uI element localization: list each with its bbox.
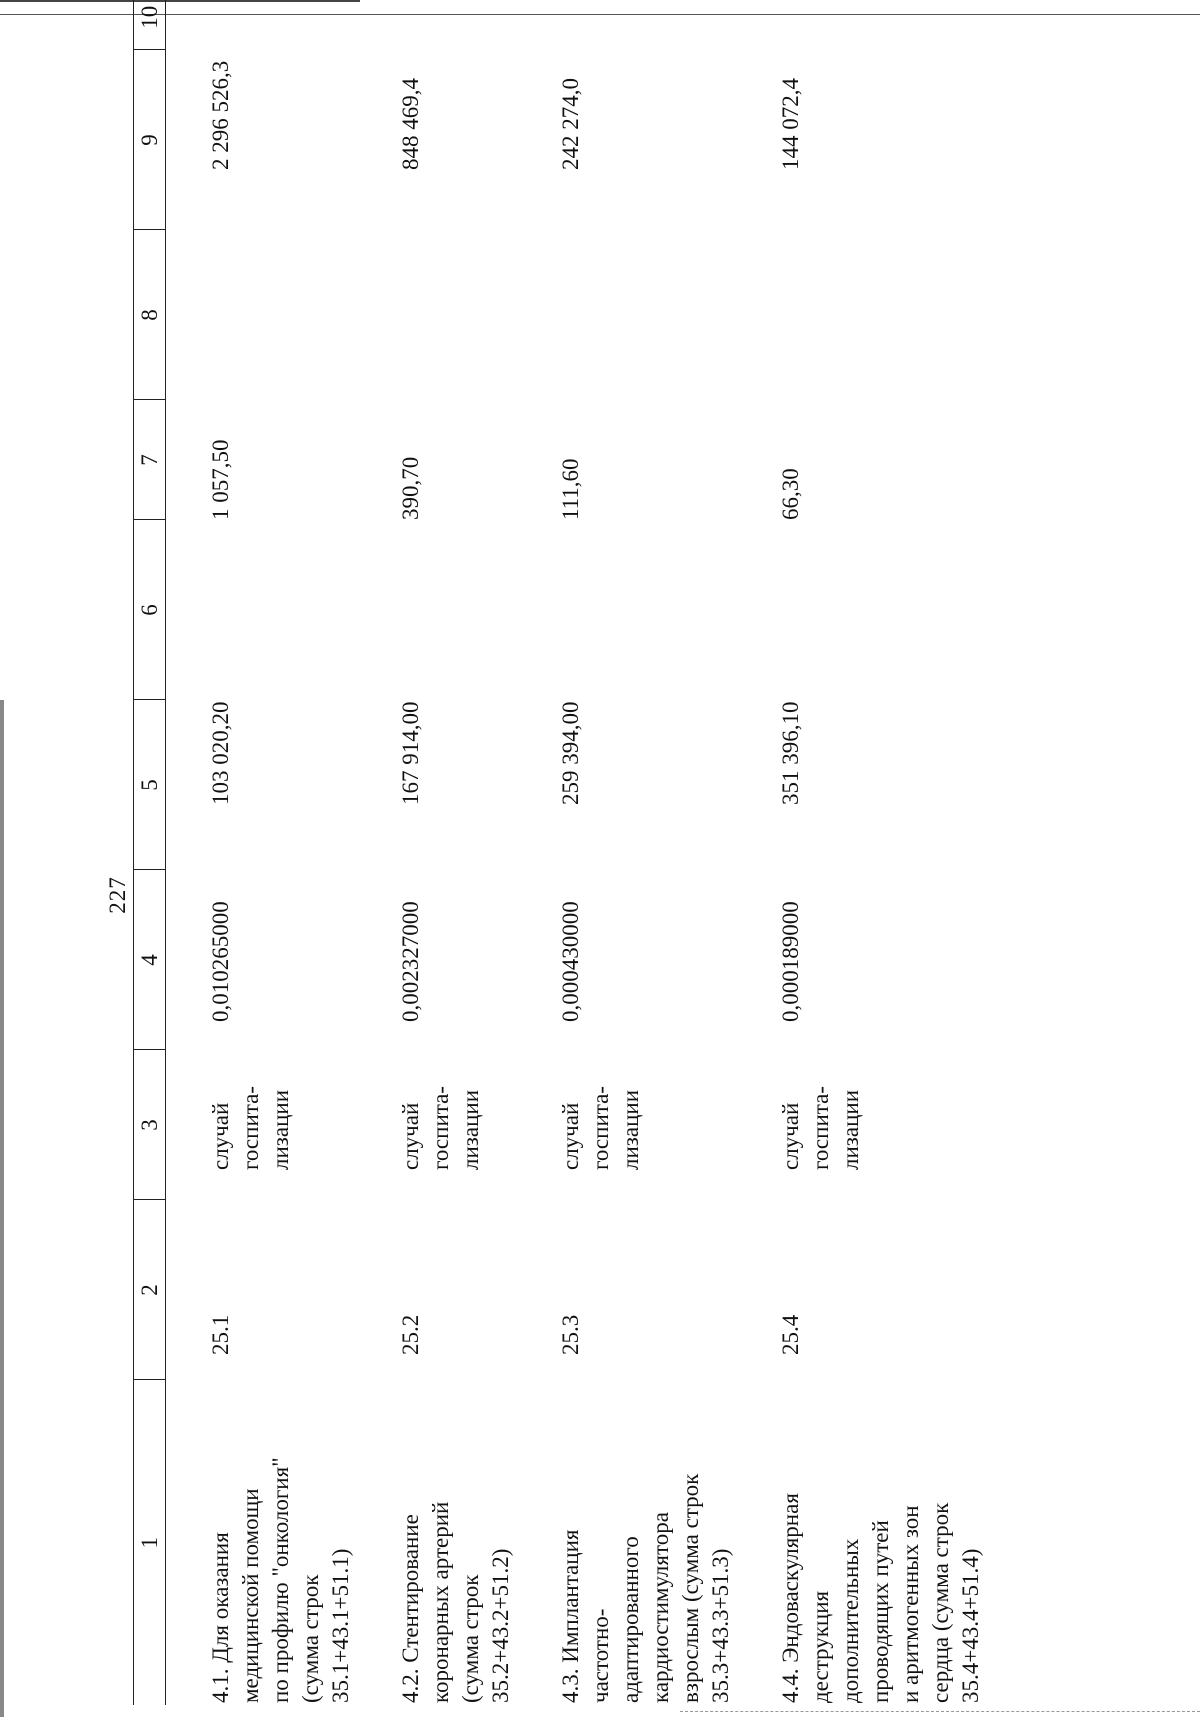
col5-cell: 167 914,00 <box>398 701 423 805</box>
col10-cell <box>362 0 522 50</box>
row-name-line: 4.1. Для оказания <box>208 1532 233 1703</box>
col-header: 10 <box>134 0 166 50</box>
row-name-line: деструкция <box>808 1590 833 1703</box>
col7-cell: 390,70 <box>398 456 423 520</box>
row-name-line: 4.4. Эндоваскулярная <box>778 1493 803 1703</box>
row-code-cell: 25.4 <box>778 1314 803 1355</box>
scan-edge-left <box>0 700 4 1717</box>
row-name-cell <box>742 1380 992 1705</box>
row-name-line: адаптированного <box>618 1536 643 1703</box>
col-header: 4 <box>134 870 166 1050</box>
row-name-line: проводящих путей <box>868 1520 893 1703</box>
row-name-line: 35.1+43.1+51.1) <box>328 1548 353 1703</box>
col6-cell <box>166 520 363 700</box>
row-name-line: 35.4+43.4+51.4) <box>958 1548 983 1703</box>
row-unit-line: случай <box>398 1102 423 1170</box>
col-header: 6 <box>134 520 166 700</box>
col7-cell: 66,30 <box>778 468 803 520</box>
col9-cell: 144 072,4 <box>778 78 803 170</box>
row-name-line: 35.3+43.3+51.3) <box>708 1548 733 1703</box>
row-name-line: частотно- <box>588 1608 613 1703</box>
row-name-line: дополнительных <box>838 1538 863 1703</box>
col10-cell <box>742 0 992 50</box>
row-unit-line: случай <box>778 1102 803 1170</box>
row-name-line: (сумма строк <box>298 1574 323 1703</box>
col6-cell <box>742 520 992 700</box>
row-name-line: медицинской помощи <box>238 1488 263 1703</box>
col4-cell: 0,010265000 <box>208 901 233 1022</box>
row-unit-cell <box>166 1050 363 1200</box>
row-name-line: коронарных артерий <box>428 1501 453 1703</box>
col7-cell: 1 057,50 <box>208 439 233 520</box>
row-name-line: взрослым (сумма строк <box>678 1473 703 1703</box>
row-unit-line: лизации <box>268 1089 293 1170</box>
row-unit-cell <box>522 1050 742 1200</box>
table-row <box>362 0 522 1705</box>
row-unit-line: случай <box>558 1102 583 1170</box>
col5-cell: 259 394,00 <box>558 701 583 805</box>
table-row <box>166 0 363 1705</box>
row-unit-line: случай <box>208 1102 233 1170</box>
row-name-cell <box>362 1380 522 1705</box>
row-name-line: кардиостимулятора <box>648 1512 673 1703</box>
col4-cell: 0,000189000 <box>778 901 803 1022</box>
col9-cell: 2 296 526,3 <box>208 60 233 170</box>
col7-cell: 111,60 <box>558 458 583 520</box>
row-code-cell: 25.2 <box>398 1314 423 1355</box>
row-code-cell: 25.3 <box>558 1314 583 1355</box>
col-header: 1 <box>134 1380 166 1705</box>
row-name-line: 4.2. Стентирование <box>398 1514 423 1703</box>
row-unit-cell <box>362 1050 522 1200</box>
col8-cell <box>742 230 992 400</box>
page-number: 227 <box>105 876 130 914</box>
row-name-line: 4.3. Имплантация <box>558 1529 583 1703</box>
row-code-cell: 25.1 <box>208 1314 233 1355</box>
row-unit-line: госпита- <box>428 1086 453 1170</box>
row-name-line: и аритмогенных зон <box>898 1505 923 1703</box>
header-row <box>134 0 166 1705</box>
col-header: 8 <box>134 230 166 400</box>
col-header: 7 <box>134 400 166 520</box>
col-header: 2 <box>134 1200 166 1380</box>
col4-cell: 0,002327000 <box>398 901 423 1022</box>
row-name-cell <box>522 1380 742 1705</box>
col5-cell: 103 020,20 <box>208 701 233 805</box>
table-row <box>742 0 992 1705</box>
table-row <box>522 0 742 1705</box>
rotated-page <box>75 5 1180 1705</box>
col9-cell: 242 274,0 <box>558 78 583 170</box>
col-header: 5 <box>134 700 166 870</box>
row-unit-cell <box>742 1050 992 1200</box>
col8-cell <box>362 230 522 400</box>
col10-cell <box>522 0 742 50</box>
col5-cell: 351 396,10 <box>778 701 803 805</box>
col8-cell <box>522 230 742 400</box>
col9-cell: 848 469,4 <box>398 78 423 170</box>
row-unit-line: госпита- <box>808 1086 833 1170</box>
row-unit-line: госпита- <box>588 1086 613 1170</box>
row-unit-line: госпита- <box>238 1086 263 1170</box>
col10-cell <box>166 0 363 50</box>
row-unit-line: лизации <box>618 1089 643 1170</box>
col6-cell <box>522 520 742 700</box>
data-table <box>133 0 992 1705</box>
col-header: 9 <box>134 50 166 230</box>
row-name-line: по профилю "онкология" <box>268 1457 293 1703</box>
col-header: 3 <box>134 1050 166 1200</box>
scan-edge-bottom <box>680 1711 1200 1714</box>
row-unit-line: лизации <box>458 1089 483 1170</box>
col6-cell <box>362 520 522 700</box>
row-name-cell <box>166 1380 363 1705</box>
col4-cell: 0,000430000 <box>558 901 583 1022</box>
row-name-line: (сумма строк <box>458 1574 483 1703</box>
col8-cell <box>166 230 363 400</box>
row-name-line: 35.2+43.2+51.2) <box>488 1548 513 1703</box>
row-name-line: сердца (сумма строк <box>928 1502 953 1703</box>
row-unit-line: лизации <box>838 1089 863 1170</box>
